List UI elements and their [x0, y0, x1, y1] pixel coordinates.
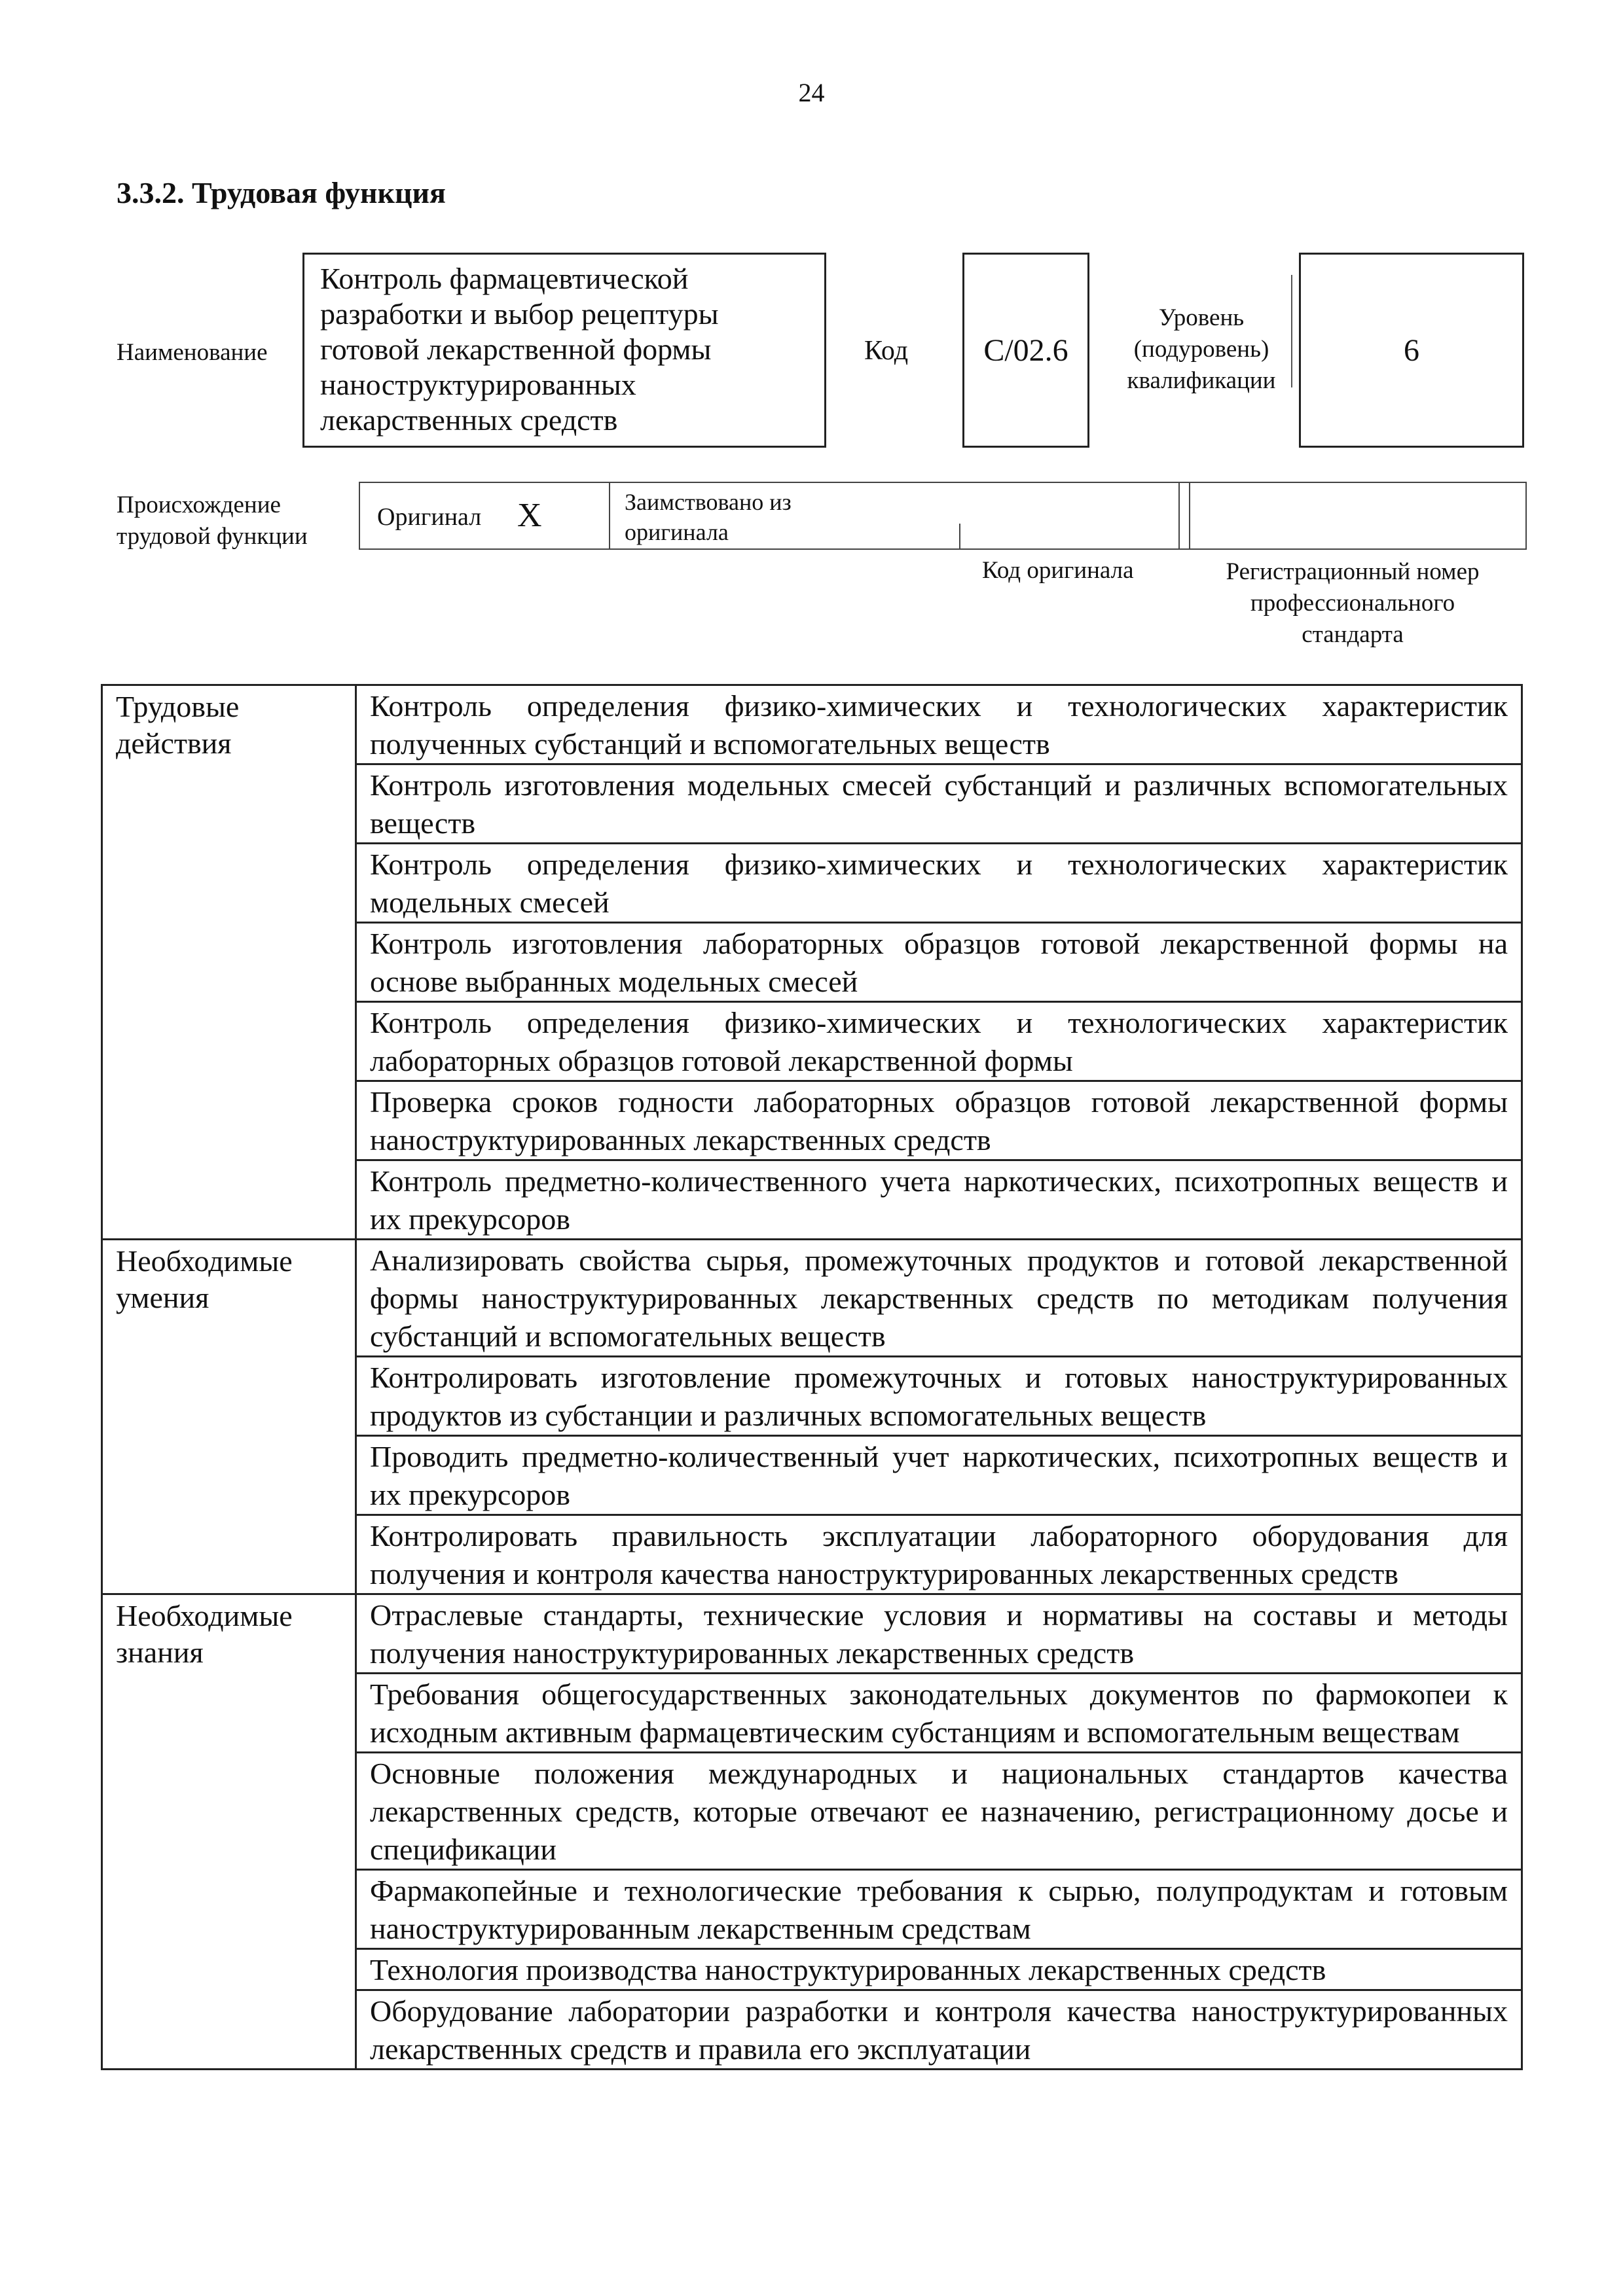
table-item: Контроль определения физико-химических и технологических характеристик лабораторных образцов готовой лекарственной формы [356, 1002, 1522, 1081]
table-item: Анализировать свойства сырья, промежуточных продуктов и готовой лекарственной формы наноструктурированных лекарственных средств по методикам получения субстанций и вспомогательных веществ [356, 1240, 1522, 1357]
table-item: Технология производства наноструктурированных лекарственных средств [356, 1949, 1522, 1990]
origin-label: Происхождение трудовой функции [117, 492, 308, 550]
origin-borrowed-label: Заимствовано из оригинала [625, 489, 792, 545]
table-item: Контроль предметно-количественного учета наркотических, психотропных веществ и их прекурсоров [356, 1160, 1522, 1240]
table-item: Проводить предметно-количественный учет наркотических, психотропных веществ и их прекурсоров [356, 1436, 1522, 1515]
function-table [101, 684, 1523, 2070]
table-item: Контроль изготовления модельных смесей субстанций и различных вспомогательных веществ [356, 764, 1522, 844]
origin-divider [959, 524, 960, 550]
caption-registration-number: Регистрационный номер профессионального стандарта [1226, 558, 1480, 648]
table-item: Отраслевые стандарты, технические условия и нормативы на составы и методы получения наноструктурированных лекарственных средств [356, 1594, 1522, 1674]
level-label: Уровень (подуровень) квалификации [1127, 304, 1276, 394]
caption-code-original: Код оригинала [982, 557, 1134, 584]
level-divider [1291, 275, 1292, 387]
origin-divider [1189, 482, 1190, 550]
origin-original-mark: Х [517, 497, 542, 534]
name-value: Контроль фармацевтической разработки и выбор рецептуры готовой лекарственной формы наноструктурированных лекарственных средств [302, 253, 826, 448]
origin-original-label: Оригинал [377, 503, 482, 531]
page-number: 24 [798, 78, 825, 107]
code-value: С/02.6 [962, 253, 1089, 448]
category-cell: Необходимые умения [102, 1240, 356, 1594]
table-item: Оборудование лаборатории разработки и контроля качества наноструктурированных лекарственных средств и правила его эксплуатации [356, 1990, 1522, 2070]
table-item: Контролировать правильность эксплуатации лабораторного оборудования для получения и контроля качества наноструктурированных лекарственных средств [356, 1515, 1522, 1594]
table-item: Контроль изготовления лабораторных образцов готовой лекарственной формы на основе выбранных модельных смесей [356, 923, 1522, 1002]
table-item: Фармакопейные и технологические требования к сырью, полупродуктам и готовым наноструктурированным лекарственным средствам [356, 1870, 1522, 1949]
section-title: 3.3.2. Трудовая функция [117, 176, 446, 209]
table-row [102, 1240, 1522, 1357]
category-cell: Трудовые действия [102, 685, 356, 1240]
name-label: Наименование [117, 339, 268, 366]
table-row [102, 1594, 1522, 1674]
origin-divider [609, 482, 610, 550]
code-label: Код [864, 336, 909, 366]
table-item: Контролировать изготовление промежуточных и готовых наноструктурированных продуктов из субстанции и различных вспомогательных веществ [356, 1357, 1522, 1436]
level-value: 6 [1299, 253, 1524, 448]
table-item: Требования общегосударственных законодательных документов по фармокопеи к исходным активным фармацевтическим субстанциям и вспомогательным веществам [356, 1674, 1522, 1753]
origin-divider [1178, 482, 1180, 550]
table-row [102, 685, 1522, 764]
table-item: Основные положения международных и национальных стандартов качества лекарственных средств, которые отвечают ее назначению, регистрационному досье и спецификации [356, 1753, 1522, 1870]
table-item: Проверка сроков годности лабораторных образцов готовой лекарственной формы наноструктурированных лекарственных средств [356, 1081, 1522, 1160]
category-cell: Необходимые знания [102, 1594, 356, 2070]
table-item: Контроль определения физико-химических и технологических характеристик полученных субстанций и вспомогательных веществ [356, 685, 1522, 764]
table-item: Контроль определения физико-химических и технологических характеристик модельных смесей [356, 844, 1522, 923]
